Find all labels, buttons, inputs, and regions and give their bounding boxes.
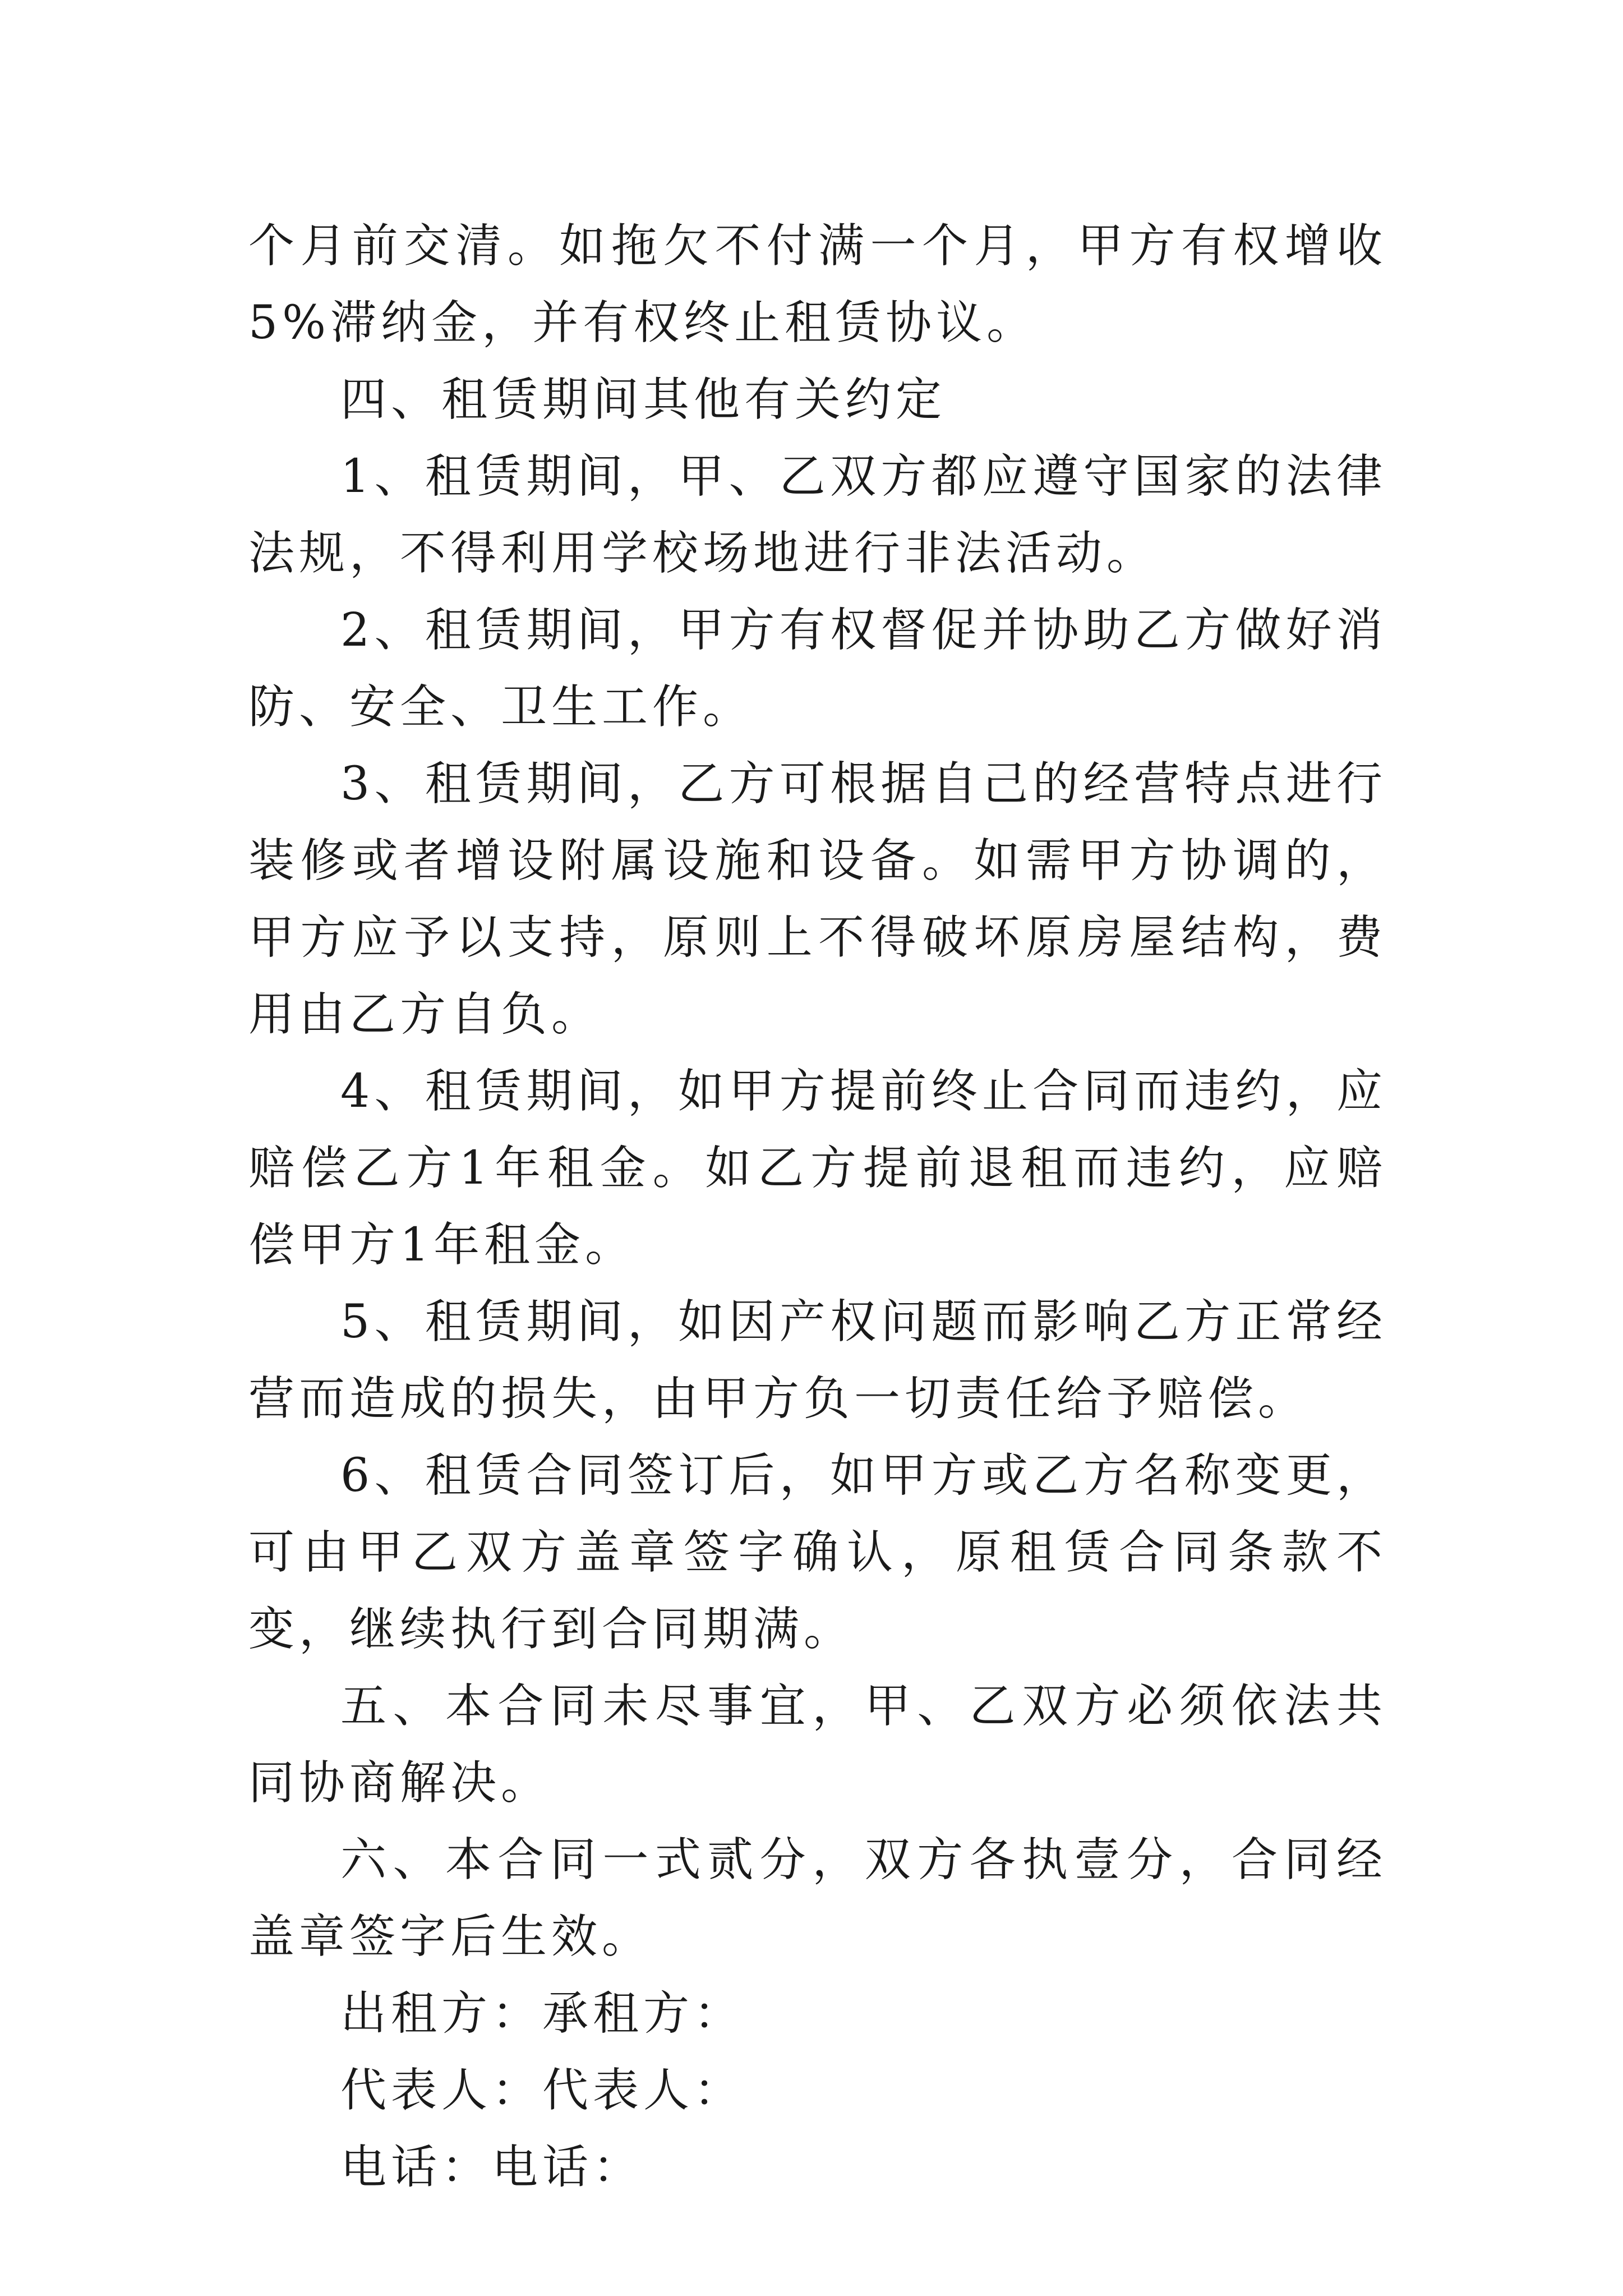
clause-1-laws: 1、租赁期间，甲、乙双方都应遵守国家的法律法规，不得利用学校场地进行非法活动。 xyxy=(248,450,1387,580)
signature-lessor-lessee: 出租方：承租方： xyxy=(340,1987,745,2040)
signature-phones: 电话：电话： xyxy=(340,2141,644,2194)
signature-representatives: 代表人：代表人： xyxy=(340,2064,745,2117)
section-5-unresolved-matters: 五、本合同未尽事宜，甲、乙双方必须依法共同协商解决。 xyxy=(248,1680,1387,1810)
clause-3-renovation: 3、租赁期间，乙方可根据自己的经营特点进行装修或者增设附属设施和设备。如需甲方协调的，甲方应予以支持，原则上不得破坏原房屋结构，费用由乙方自负。 xyxy=(248,757,1387,1041)
section-6-copies: 六、本合同一式贰分，双方各执壹分，合同经盖章签字后生效。 xyxy=(248,1833,1387,1963)
clause-5-property-rights: 5、租赁期间，如因产权问题而影响乙方正常经营而造成的损失，由甲方负一切责任给予赔偿。 xyxy=(248,1295,1387,1425)
document-body xyxy=(248,208,1387,2206)
clause-6-name-change: 6、租赁合同签订后，如甲方或乙方名称变更，可由甲乙双方盖章签字确认，原租赁合同条款不变，继续执行到合同期满。 xyxy=(248,1449,1387,1656)
section-heading-other-terms: 四、租赁期间其他有关约定 xyxy=(340,373,947,426)
clause-4-breach: 4、租赁期间，如甲方提前终止合同而违约，应赔偿乙方1年租金。如乙方提前退租而违约，应赔偿甲方1年租金。 xyxy=(248,1065,1387,1272)
clause-2-safety: 2、租赁期间，甲方有权督促并协助乙方做好消防、安全、卫生工作。 xyxy=(248,604,1387,734)
paragraph-payment-terms: 个月前交清。如拖欠不付满一个月，甲方有权增收5%滞纳金，并有权终止租赁协议。 xyxy=(248,219,1387,349)
